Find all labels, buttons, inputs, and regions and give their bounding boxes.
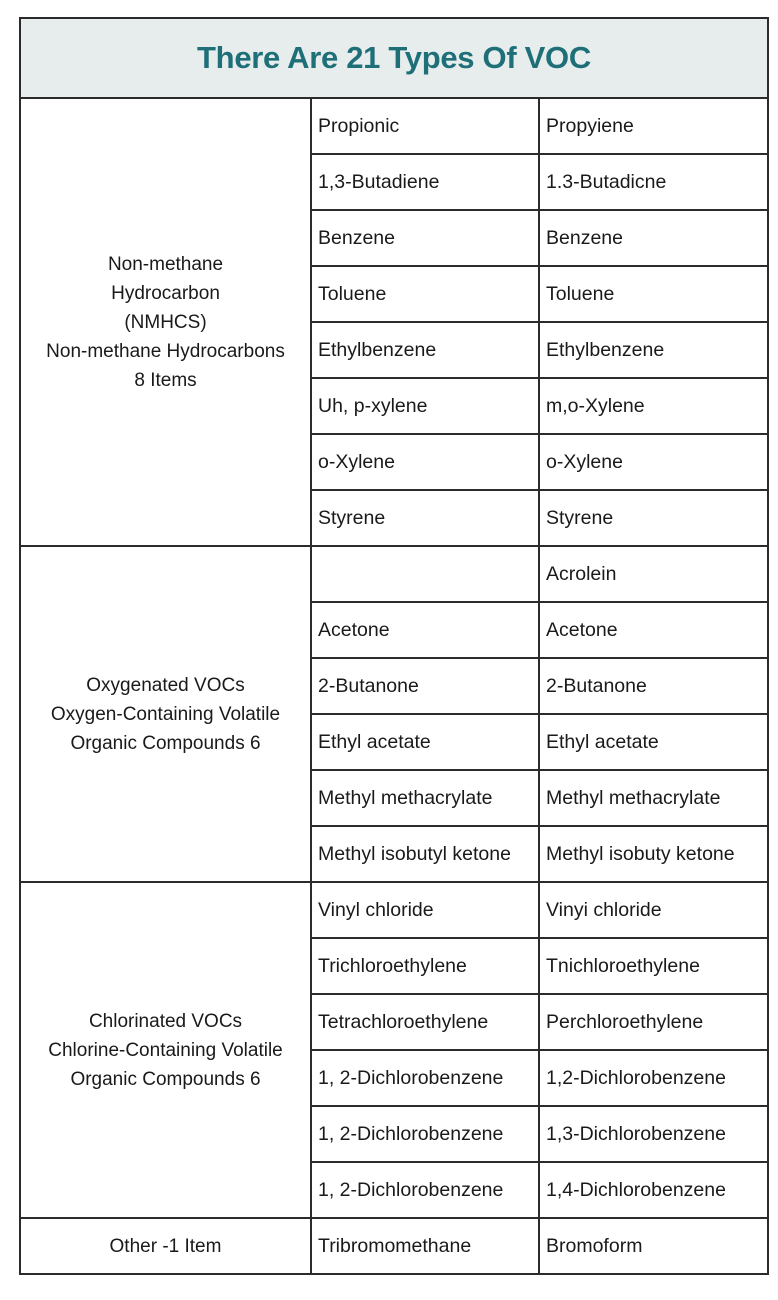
group-label-cell: [20, 98, 311, 546]
compound-name-cell: Trichloroethylene: [311, 938, 539, 994]
compound-name-cell: 1, 2-Dichlorobenzene: [311, 1106, 539, 1162]
compound-alias-cell: Perchloroethylene: [539, 994, 768, 1050]
group-label-line: Oxygenated VOCs: [86, 674, 245, 696]
table-row: [20, 882, 768, 938]
compound-alias-cell: 1.3-Butadicne: [539, 154, 768, 210]
group-label-line: Chlorinated VOCs: [88, 1010, 243, 1032]
compound-alias-cell: 2-Butanone: [539, 658, 768, 714]
compound-alias-cell: Acetone: [539, 602, 768, 658]
compound-name-cell: [311, 546, 539, 602]
compound-alias-cell: Bromoform: [539, 1218, 768, 1274]
compound-name-cell: Uh, p-xylene: [311, 378, 539, 434]
compound-alias-cell: Ethyl acetate: [539, 714, 768, 770]
group-label-line: Oxygen-Containing Volatile: [50, 703, 281, 725]
compound-alias-cell: 1,4-Dichlorobenzene: [539, 1162, 768, 1218]
compound-name-cell: Tribromomethane: [311, 1218, 539, 1274]
compound-name-cell: 2-Butanone: [311, 658, 539, 714]
table-row: [20, 1218, 768, 1274]
compound-alias-cell: Toluene: [539, 266, 768, 322]
group-label-line: Other -1 Item: [109, 1235, 222, 1257]
group-label-line: Organic Compounds 6: [70, 1068, 261, 1090]
table-title: There Are 21 Types Of VOC: [20, 18, 768, 98]
compound-name-cell: Tetrachloroethylene: [311, 994, 539, 1050]
group-label-line: 8 Items: [134, 369, 197, 391]
compound-name-cell: 1, 2-Dichlorobenzene: [311, 1050, 539, 1106]
compound-name-cell: Benzene: [311, 210, 539, 266]
compound-alias-cell: o-Xylene: [539, 434, 768, 490]
compound-name-cell: Methyl isobutyl ketone: [311, 826, 539, 882]
group-label-cell: [20, 546, 311, 882]
group-label-cell: [20, 882, 311, 1218]
group-label-line: Chlorine-Containing Volatile: [48, 1039, 283, 1061]
group-label-line: Non-methane: [107, 253, 224, 275]
compound-name-cell: 1, 2-Dichlorobenzene: [311, 1162, 539, 1218]
group-label-line: (NMHCS): [124, 311, 207, 333]
compound-name-cell: Ethylbenzene: [311, 322, 539, 378]
table-body: [20, 98, 768, 1274]
compound-alias-cell: Methyl isobuty ketone: [539, 826, 768, 882]
compound-name-cell: Styrene: [311, 490, 539, 546]
compound-alias-cell: 1,3-Dichlorobenzene: [539, 1106, 768, 1162]
compound-alias-cell: Benzene: [539, 210, 768, 266]
compound-name-cell: Ethyl acetate: [311, 714, 539, 770]
group-label-line: Non-methane Hydrocarbons: [46, 340, 285, 362]
compound-alias-cell: Propyiene: [539, 98, 768, 154]
compound-alias-cell: Styrene: [539, 490, 768, 546]
compound-name-cell: Acetone: [311, 602, 539, 658]
compound-alias-cell: Methyl methacrylate: [539, 770, 768, 826]
compound-name-cell: Toluene: [311, 266, 539, 322]
compound-name-cell: Methyl methacrylate: [311, 770, 539, 826]
compound-name-cell: 1,3-Butadiene: [311, 154, 539, 210]
table-header-row: [20, 18, 768, 98]
compound-alias-cell: m,o-Xylene: [539, 378, 768, 434]
compound-alias-cell: Acrolein: [539, 546, 768, 602]
compound-name-cell: Propionic: [311, 98, 539, 154]
table-row: [20, 98, 768, 154]
compound-alias-cell: 1,2-Dichlorobenzene: [539, 1050, 768, 1106]
group-label-line: Hydrocarbon: [111, 282, 220, 304]
table-row: [20, 546, 768, 602]
compound-name-cell: Vinyl chloride: [311, 882, 539, 938]
compound-alias-cell: Vinyi chloride: [539, 882, 768, 938]
compound-alias-cell: Ethylbenzene: [539, 322, 768, 378]
voc-types-table: [19, 17, 769, 1275]
group-label-cell: [20, 1218, 311, 1274]
compound-alias-cell: Tnichloroethylene: [539, 938, 768, 994]
compound-name-cell: o-Xylene: [311, 434, 539, 490]
group-label-line: Organic Compounds 6: [70, 732, 261, 754]
